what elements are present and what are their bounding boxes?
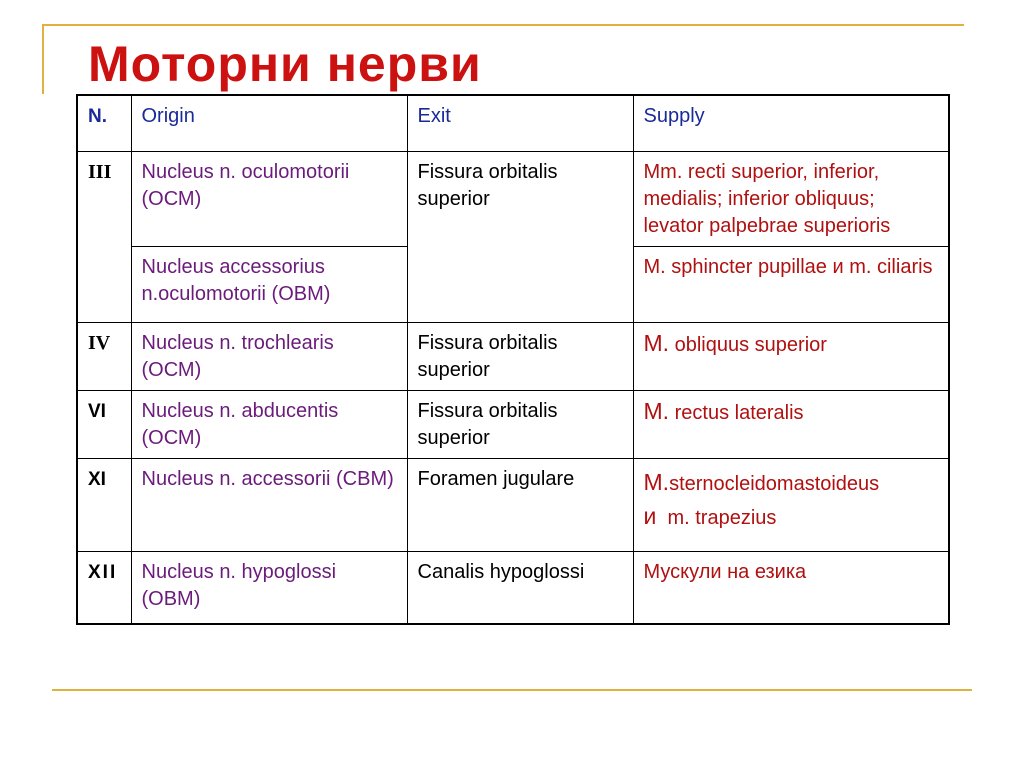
- decorative-bottom-line: [52, 689, 972, 691]
- cranial-nerve-number: XII: [77, 551, 131, 624]
- table-row: [77, 551, 949, 624]
- supply-prefix: и: [643, 502, 657, 529]
- supply-cell: [633, 458, 949, 551]
- origin-cell: Nucleus accessorius n.oculomotorii (ОВМ): [131, 246, 407, 322]
- header-exit: Exit: [407, 95, 633, 151]
- header-n: N.: [77, 95, 131, 151]
- supply-cell: Мускули на езика: [633, 551, 949, 624]
- table-row: [77, 458, 949, 551]
- exit-cell: Foramen jugulare: [407, 458, 633, 551]
- exit-cell: Fissura orbitalis superior: [407, 151, 633, 322]
- table-row: [77, 322, 949, 390]
- supply-rest: obliquus superior: [669, 333, 827, 356]
- cranial-nerve-number: IV: [77, 322, 131, 390]
- supply-rest: rectus lateralis: [669, 401, 804, 424]
- supply-cell: Mm. recti superior, inferior, medialis; inferior obliquus; levator palpebrae superioris: [633, 151, 949, 246]
- supply-prefix: M.: [643, 468, 670, 495]
- supply-cell: [633, 322, 949, 390]
- cranial-nerve-number: XI: [77, 458, 131, 551]
- supply-prefix: M.: [643, 397, 670, 424]
- exit-cell: Fissura orbitalis superior: [407, 390, 633, 458]
- supply-rest: sternocleidomastoideus: [669, 472, 880, 495]
- origin-cell: Nucleus n. oculomotorii (ОСМ): [131, 151, 407, 246]
- exit-cell: Fissura orbitalis superior: [407, 322, 633, 390]
- table-row: [77, 390, 949, 458]
- supply-cell: M. sphincter pupillae и m. ciliaris: [633, 246, 949, 322]
- decorative-top-line: [42, 24, 964, 26]
- origin-cell: Nucleus n. hypoglossi (ОВМ): [131, 551, 407, 624]
- cranial-nerve-number: VI: [77, 390, 131, 458]
- table-header-row: [77, 95, 949, 151]
- header-origin: Origin: [131, 95, 407, 151]
- decorative-left-line: [42, 24, 44, 94]
- motor-nerves-table: [76, 94, 950, 625]
- origin-cell: Nucleus n. accessorii (СВМ): [131, 458, 407, 551]
- cranial-nerve-number: III: [77, 151, 131, 322]
- supply-cell: [633, 390, 949, 458]
- origin-cell: Nucleus n. abducentis (ОСМ): [131, 390, 407, 458]
- origin-cell: Nucleus n. trochlearis (ОСМ): [131, 322, 407, 390]
- table-row: [77, 151, 949, 246]
- supply-prefix: M.: [643, 329, 670, 356]
- supply-rest: m. trapezius: [656, 506, 777, 529]
- header-supply: Supply: [633, 95, 949, 151]
- page-title: Моторни нерви: [88, 36, 482, 92]
- exit-cell: Canalis hypoglossi: [407, 551, 633, 624]
